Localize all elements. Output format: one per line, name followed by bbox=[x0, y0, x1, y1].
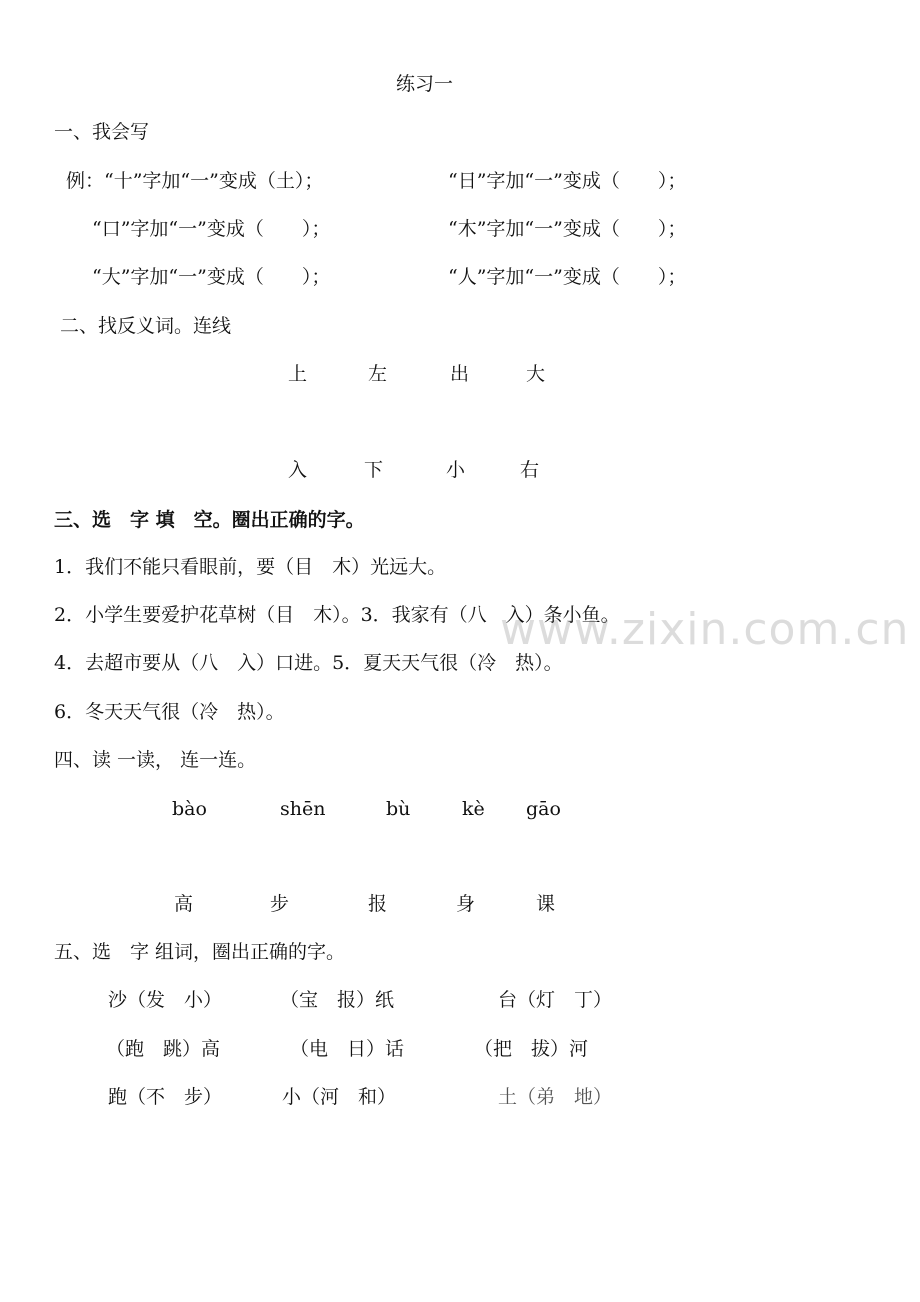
antonym-top-3: 出 bbox=[450, 363, 470, 385]
section5-r3-c1: 跑（不 步） bbox=[108, 1086, 223, 1108]
watermark: www.zixin.com.cn bbox=[500, 604, 910, 655]
char-3: 报 bbox=[368, 893, 388, 915]
page-title: 练习一 bbox=[396, 73, 454, 95]
pinyin-2: shēn bbox=[280, 798, 326, 820]
section5-r2-c1: （跑 跳）高 bbox=[106, 1038, 221, 1060]
section5-r1-c3: 台（灯 丁） bbox=[498, 989, 613, 1011]
section1-row1-right: “日”字加“一”变成（ ）； bbox=[448, 170, 687, 192]
section1-row2-right: “木”字加“一”变成（ ）； bbox=[448, 218, 687, 240]
section3-heading: 三、选 字 填 空。圈出正确的字。 bbox=[54, 509, 365, 531]
section1-row3-right: “人”字加“一”变成（ ）； bbox=[448, 266, 687, 288]
pinyin-1: bào bbox=[172, 798, 207, 820]
section4-heading: 四、读 一读， 连一连。 bbox=[54, 749, 257, 771]
section5-r2-c3: （把 拔）河 bbox=[474, 1038, 589, 1060]
section1-row3-left: “大”字加“一”变成（ ）； bbox=[92, 266, 331, 288]
antonym-top-1: 上 bbox=[288, 363, 308, 385]
antonym-bottom-3: 小 bbox=[446, 459, 466, 481]
antonym-top-4: 大 bbox=[526, 363, 546, 385]
char-4: 身 bbox=[456, 893, 476, 915]
antonym-bottom-1: 入 bbox=[288, 459, 308, 481]
char-2: 步 bbox=[270, 893, 290, 915]
section5-heading: 五、选 字 组词，圈出正确的字。 bbox=[54, 941, 346, 963]
section5-r3-c2: 小（河 和） bbox=[282, 1086, 397, 1108]
section3-line1: 1．我们不能只看眼前，要（目 木）光远大。 bbox=[54, 556, 447, 578]
char-5: 课 bbox=[536, 893, 556, 915]
section3-line4: 6．冬天天气很（冷 热）。 bbox=[54, 701, 285, 723]
pinyin-3: bù bbox=[386, 798, 411, 820]
section5-r3-c3: 土（弟 地） bbox=[498, 1086, 613, 1108]
section1-heading: 一、我会写 bbox=[54, 121, 150, 143]
section2-heading: 二、找反义词。连线 bbox=[60, 315, 232, 337]
antonym-bottom-2: 下 bbox=[364, 459, 384, 481]
section5-r1-c1: 沙（发 小） bbox=[108, 989, 223, 1011]
section1-row1-left: 例：“十”字加“一”变成（土）； bbox=[66, 170, 324, 192]
antonym-bottom-4: 右 bbox=[520, 459, 540, 481]
pinyin-5: gāo bbox=[526, 798, 561, 820]
section5-r2-c2: （电 日）话 bbox=[290, 1038, 405, 1060]
pinyin-4: kè bbox=[462, 798, 485, 820]
char-1: 高 bbox=[174, 893, 194, 915]
section3-line2: 2．小学生要爱护花草树（目 木）。3．我家有（八 入）条小鱼。 bbox=[54, 604, 620, 626]
antonym-top-2: 左 bbox=[368, 363, 388, 385]
section5-r1-c2: （宝 报）纸 bbox=[280, 989, 395, 1011]
section3-line3: 4．去超市要从（八 入）口进。5．夏天天气很（冷 热）。 bbox=[54, 652, 563, 674]
section1-row2-left: “口”字加“一”变成（ ）； bbox=[92, 218, 331, 240]
